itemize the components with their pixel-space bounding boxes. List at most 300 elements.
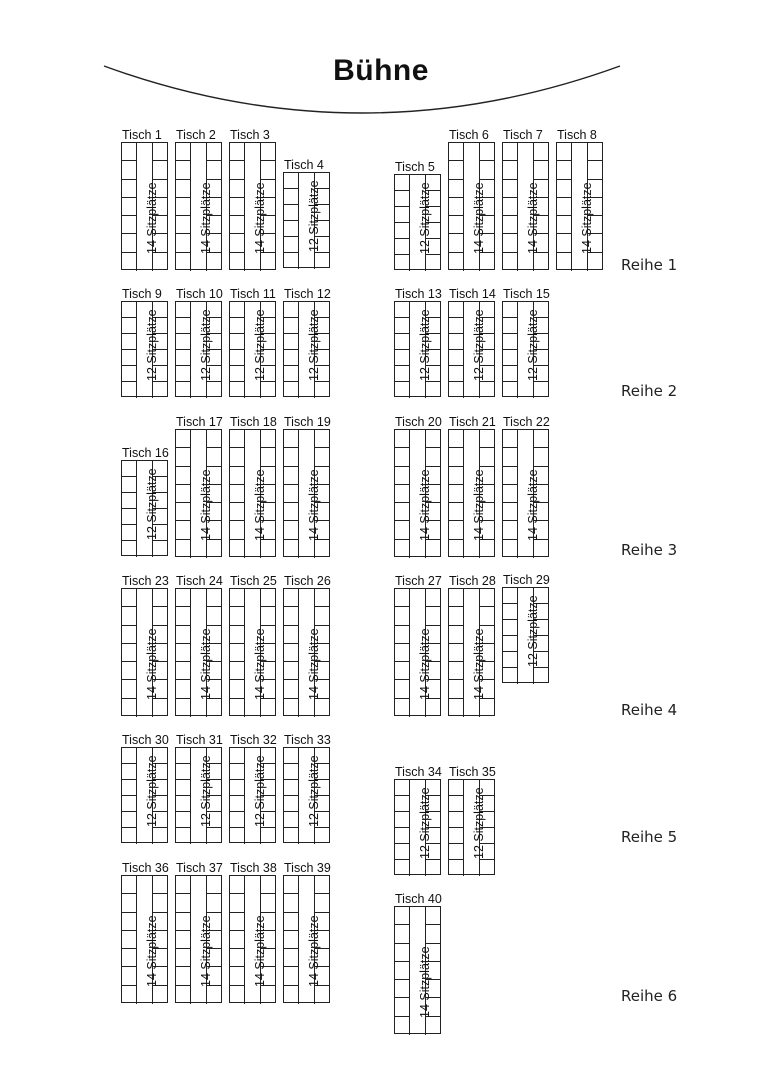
- seat-left[interactable]: [395, 998, 410, 1016]
- seat-left[interactable]: [503, 198, 518, 216]
- seat-left[interactable]: [449, 143, 464, 161]
- seat-left[interactable]: [395, 207, 410, 223]
- seat-left[interactable]: [284, 350, 299, 366]
- table-32[interactable]: [229, 733, 277, 843]
- seat-right[interactable]: [153, 986, 167, 1004]
- table-14[interactable]: [448, 287, 496, 397]
- seat-left[interactable]: [395, 191, 410, 207]
- seat-left[interactable]: [503, 540, 518, 558]
- seat-left[interactable]: [176, 796, 191, 812]
- table-17[interactable]: [175, 415, 223, 557]
- seat-left[interactable]: [284, 221, 299, 237]
- seat-right[interactable]: [261, 828, 275, 844]
- seat-left[interactable]: [557, 143, 572, 161]
- seat-left[interactable]: [176, 334, 191, 350]
- seat-left[interactable]: [122, 461, 137, 477]
- seat-left[interactable]: [449, 626, 464, 644]
- table-37[interactable]: [175, 861, 223, 1003]
- seat-left[interactable]: [395, 844, 410, 860]
- seat-right[interactable]: [261, 589, 275, 607]
- seat-left[interactable]: [284, 366, 299, 382]
- seat-left[interactable]: [122, 644, 137, 662]
- seat-right[interactable]: [534, 143, 548, 161]
- seat-left[interactable]: [503, 302, 518, 318]
- seat-left[interactable]: [122, 812, 137, 828]
- seat-left[interactable]: [176, 780, 191, 796]
- seat-right[interactable]: [534, 540, 548, 558]
- seat-left[interactable]: [449, 334, 464, 350]
- seat-right[interactable]: [588, 161, 602, 179]
- seat-left[interactable]: [284, 237, 299, 253]
- seat-left[interactable]: [284, 662, 299, 680]
- seat-left[interactable]: [284, 521, 299, 539]
- table-16[interactable]: [121, 446, 169, 556]
- seat-left[interactable]: [176, 644, 191, 662]
- table-35[interactable]: [448, 765, 496, 875]
- seat-right[interactable]: [480, 382, 494, 398]
- seat-left[interactable]: [230, 521, 245, 539]
- seat-left[interactable]: [230, 894, 245, 912]
- seat-left[interactable]: [395, 223, 410, 239]
- seat-right[interactable]: [261, 540, 275, 558]
- seat-left[interactable]: [122, 198, 137, 216]
- seat-left[interactable]: [122, 662, 137, 680]
- seat-left[interactable]: [503, 668, 518, 684]
- seat-left[interactable]: [395, 607, 410, 625]
- seat-left[interactable]: [176, 503, 191, 521]
- seat-left[interactable]: [122, 764, 137, 780]
- seat-right[interactable]: [153, 382, 167, 398]
- seat-right[interactable]: [480, 143, 494, 161]
- seat-left[interactable]: [449, 503, 464, 521]
- seat-left[interactable]: [284, 253, 299, 269]
- seat-left[interactable]: [230, 607, 245, 625]
- seat-left[interactable]: [230, 198, 245, 216]
- seat-left[interactable]: [230, 986, 245, 1004]
- seat-left[interactable]: [122, 607, 137, 625]
- seat-left[interactable]: [176, 366, 191, 382]
- seat-right[interactable]: [534, 161, 548, 179]
- seat-left[interactable]: [395, 382, 410, 398]
- seat-left[interactable]: [230, 448, 245, 466]
- seat-left[interactable]: [122, 253, 137, 271]
- seat-left[interactable]: [395, 175, 410, 191]
- seat-left[interactable]: [395, 503, 410, 521]
- seat-left[interactable]: [176, 382, 191, 398]
- seat-left[interactable]: [284, 448, 299, 466]
- seat-left[interactable]: [230, 540, 245, 558]
- seat-left[interactable]: [395, 255, 410, 271]
- table-2[interactable]: [175, 128, 222, 270]
- seat-left[interactable]: [449, 662, 464, 680]
- seat-left[interactable]: [449, 430, 464, 448]
- seat-left[interactable]: [503, 503, 518, 521]
- seat-left[interactable]: [176, 764, 191, 780]
- seat-left[interactable]: [230, 350, 245, 366]
- seat-left[interactable]: [395, 828, 410, 844]
- seat-right[interactable]: [534, 253, 548, 271]
- seat-left[interactable]: [449, 680, 464, 698]
- seat-right[interactable]: [315, 540, 329, 558]
- seat-left[interactable]: [449, 796, 464, 812]
- seat-right[interactable]: [480, 430, 494, 448]
- seat-left[interactable]: [284, 764, 299, 780]
- seat-left[interactable]: [284, 540, 299, 558]
- seat-left[interactable]: [284, 828, 299, 844]
- seat-right[interactable]: [261, 143, 275, 161]
- table-12[interactable]: [283, 287, 331, 397]
- seat-left[interactable]: [449, 467, 464, 485]
- seat-left[interactable]: [122, 949, 137, 967]
- seat-right[interactable]: [480, 860, 494, 876]
- seat-left[interactable]: [395, 925, 410, 943]
- table-11[interactable]: [229, 287, 276, 397]
- seat-left[interactable]: [122, 216, 137, 234]
- seat-left[interactable]: [230, 662, 245, 680]
- seat-right[interactable]: [261, 986, 275, 1004]
- seat-left[interactable]: [122, 699, 137, 717]
- seat-left[interactable]: [395, 907, 410, 925]
- seat-left[interactable]: [395, 485, 410, 503]
- seat-right[interactable]: [534, 382, 548, 398]
- seat-left[interactable]: [449, 216, 464, 234]
- seat-left[interactable]: [284, 503, 299, 521]
- seat-left[interactable]: [176, 430, 191, 448]
- seat-left[interactable]: [176, 161, 191, 179]
- seat-right[interactable]: [480, 589, 494, 607]
- seat-left[interactable]: [503, 216, 518, 234]
- seat-left[interactable]: [230, 161, 245, 179]
- seat-left[interactable]: [449, 448, 464, 466]
- table-30[interactable]: [121, 733, 169, 843]
- seat-left[interactable]: [449, 644, 464, 662]
- seat-left[interactable]: [176, 589, 191, 607]
- table-18[interactable]: [229, 415, 277, 557]
- seat-left[interactable]: [176, 540, 191, 558]
- table-13[interactable]: [394, 287, 442, 397]
- table-33[interactable]: [283, 733, 331, 843]
- seat-left[interactable]: [449, 828, 464, 844]
- seat-right[interactable]: [426, 589, 440, 607]
- seat-left[interactable]: [230, 644, 245, 662]
- seat-left[interactable]: [284, 189, 299, 205]
- seat-left[interactable]: [503, 604, 518, 620]
- seat-left[interactable]: [284, 485, 299, 503]
- seat-left[interactable]: [449, 607, 464, 625]
- seat-left[interactable]: [284, 931, 299, 949]
- seat-right[interactable]: [426, 907, 440, 925]
- seat-left[interactable]: [284, 986, 299, 1004]
- seat-left[interactable]: [284, 430, 299, 448]
- seat-right[interactable]: [315, 382, 329, 398]
- seat-right[interactable]: [315, 876, 329, 894]
- seat-right[interactable]: [426, 382, 440, 398]
- seat-left[interactable]: [449, 540, 464, 558]
- table-7[interactable]: [502, 128, 549, 270]
- table-40[interactable]: [394, 892, 442, 1034]
- seat-left[interactable]: [395, 962, 410, 980]
- seat-left[interactable]: [230, 913, 245, 931]
- seat-left[interactable]: [395, 350, 410, 366]
- seat-left[interactable]: [557, 253, 572, 271]
- seat-right[interactable]: [426, 607, 440, 625]
- seat-left[interactable]: [122, 931, 137, 949]
- seat-left[interactable]: [230, 748, 245, 764]
- seat-left[interactable]: [176, 931, 191, 949]
- table-21[interactable]: [448, 415, 496, 557]
- seat-left[interactable]: [449, 302, 464, 318]
- seat-left[interactable]: [284, 967, 299, 985]
- seat-left[interactable]: [230, 967, 245, 985]
- seat-left[interactable]: [284, 302, 299, 318]
- table-15[interactable]: [502, 287, 550, 397]
- seat-left[interactable]: [284, 913, 299, 931]
- seat-left[interactable]: [503, 318, 518, 334]
- seat-left[interactable]: [176, 876, 191, 894]
- seat-left[interactable]: [176, 626, 191, 644]
- seat-left[interactable]: [122, 541, 137, 557]
- seat-left[interactable]: [449, 780, 464, 796]
- seat-right[interactable]: [261, 876, 275, 894]
- seat-right[interactable]: [261, 699, 275, 717]
- seat-right[interactable]: [315, 430, 329, 448]
- seat-left[interactable]: [230, 467, 245, 485]
- seat-left[interactable]: [557, 216, 572, 234]
- seat-left[interactable]: [503, 350, 518, 366]
- table-3[interactable]: [229, 128, 276, 270]
- seat-right[interactable]: [588, 253, 602, 271]
- seat-left[interactable]: [395, 980, 410, 998]
- seat-right[interactable]: [207, 828, 221, 844]
- seat-left[interactable]: [395, 662, 410, 680]
- seat-right[interactable]: [426, 255, 440, 271]
- seat-left[interactable]: [395, 334, 410, 350]
- table-1[interactable]: [121, 128, 168, 270]
- seat-left[interactable]: [395, 589, 410, 607]
- seat-right[interactable]: [426, 1017, 440, 1035]
- seat-left[interactable]: [284, 589, 299, 607]
- seat-left[interactable]: [449, 234, 464, 252]
- seat-left[interactable]: [122, 366, 137, 382]
- seat-left[interactable]: [395, 680, 410, 698]
- seat-right[interactable]: [207, 161, 221, 179]
- seat-right[interactable]: [480, 161, 494, 179]
- seat-right[interactable]: [315, 894, 329, 912]
- seat-left[interactable]: [122, 334, 137, 350]
- table-25[interactable]: [229, 574, 277, 716]
- seat-left[interactable]: [176, 949, 191, 967]
- seat-left[interactable]: [503, 143, 518, 161]
- seat-left[interactable]: [284, 382, 299, 398]
- seat-left[interactable]: [284, 680, 299, 698]
- table-34[interactable]: [394, 765, 442, 875]
- table-20[interactable]: [394, 415, 442, 557]
- seat-left[interactable]: [284, 812, 299, 828]
- table-5[interactable]: [394, 160, 441, 270]
- seat-left[interactable]: [557, 161, 572, 179]
- seat-left[interactable]: [284, 173, 299, 189]
- table-28[interactable]: [448, 574, 496, 716]
- seat-right[interactable]: [261, 894, 275, 912]
- table-10[interactable]: [175, 287, 223, 397]
- seat-left[interactable]: [176, 302, 191, 318]
- seat-left[interactable]: [122, 161, 137, 179]
- seat-left[interactable]: [122, 913, 137, 931]
- seat-right[interactable]: [426, 430, 440, 448]
- seat-left[interactable]: [284, 644, 299, 662]
- seat-left[interactable]: [395, 626, 410, 644]
- table-39[interactable]: [283, 861, 331, 1003]
- seat-left[interactable]: [284, 467, 299, 485]
- table-27[interactable]: [394, 574, 442, 716]
- seat-left[interactable]: [557, 234, 572, 252]
- seat-left[interactable]: [230, 143, 245, 161]
- seat-right[interactable]: [480, 448, 494, 466]
- seat-left[interactable]: [503, 366, 518, 382]
- seat-left[interactable]: [176, 828, 191, 844]
- seat-left[interactable]: [503, 636, 518, 652]
- seat-left[interactable]: [176, 680, 191, 698]
- seat-right[interactable]: [480, 540, 494, 558]
- seat-right[interactable]: [534, 448, 548, 466]
- seat-left[interactable]: [503, 180, 518, 198]
- seat-left[interactable]: [176, 198, 191, 216]
- seat-left[interactable]: [230, 876, 245, 894]
- seat-left[interactable]: [176, 986, 191, 1004]
- seat-left[interactable]: [395, 699, 410, 717]
- seat-left[interactable]: [230, 796, 245, 812]
- seat-left[interactable]: [284, 205, 299, 221]
- seat-left[interactable]: [230, 302, 245, 318]
- seat-left[interactable]: [449, 485, 464, 503]
- seat-left[interactable]: [284, 318, 299, 334]
- seat-left[interactable]: [395, 430, 410, 448]
- seat-left[interactable]: [230, 764, 245, 780]
- table-9[interactable]: [121, 287, 168, 397]
- seat-right[interactable]: [207, 143, 221, 161]
- seat-right[interactable]: [153, 699, 167, 717]
- seat-left[interactable]: [503, 485, 518, 503]
- seat-left[interactable]: [122, 589, 137, 607]
- table-29[interactable]: [502, 573, 550, 683]
- seat-left[interactable]: [284, 780, 299, 796]
- seat-left[interactable]: [176, 913, 191, 931]
- seat-left[interactable]: [503, 430, 518, 448]
- seat-left[interactable]: [176, 967, 191, 985]
- seat-right[interactable]: [480, 253, 494, 271]
- table-23[interactable]: [121, 574, 169, 716]
- seat-left[interactable]: [395, 302, 410, 318]
- seat-left[interactable]: [284, 748, 299, 764]
- seat-left[interactable]: [449, 382, 464, 398]
- seat-left[interactable]: [230, 812, 245, 828]
- seat-left[interactable]: [230, 318, 245, 334]
- seat-left[interactable]: [176, 699, 191, 717]
- seat-left[interactable]: [176, 448, 191, 466]
- seat-right[interactable]: [207, 876, 221, 894]
- seat-left[interactable]: [230, 780, 245, 796]
- seat-left[interactable]: [557, 180, 572, 198]
- seat-left[interactable]: [176, 180, 191, 198]
- seat-left[interactable]: [176, 485, 191, 503]
- seat-right[interactable]: [426, 540, 440, 558]
- seat-left[interactable]: [176, 662, 191, 680]
- seat-left[interactable]: [230, 626, 245, 644]
- seat-right[interactable]: [588, 143, 602, 161]
- seat-left[interactable]: [122, 680, 137, 698]
- seat-left[interactable]: [122, 302, 137, 318]
- seat-left[interactable]: [284, 626, 299, 644]
- seat-right[interactable]: [207, 589, 221, 607]
- seat-right[interactable]: [261, 382, 275, 398]
- seat-left[interactable]: [284, 607, 299, 625]
- seat-left[interactable]: [449, 521, 464, 539]
- seat-right[interactable]: [315, 607, 329, 625]
- seat-left[interactable]: [449, 198, 464, 216]
- seat-left[interactable]: [230, 828, 245, 844]
- seat-left[interactable]: [503, 652, 518, 668]
- seat-left[interactable]: [230, 485, 245, 503]
- seat-left[interactable]: [122, 180, 137, 198]
- seat-left[interactable]: [230, 234, 245, 252]
- seat-left[interactable]: [122, 828, 137, 844]
- seat-left[interactable]: [449, 253, 464, 271]
- seat-right[interactable]: [207, 607, 221, 625]
- seat-left[interactable]: [122, 780, 137, 796]
- seat-left[interactable]: [122, 318, 137, 334]
- table-38[interactable]: [229, 861, 277, 1003]
- seat-right[interactable]: [315, 448, 329, 466]
- seat-left[interactable]: [176, 607, 191, 625]
- seat-left[interactable]: [122, 986, 137, 1004]
- seat-right[interactable]: [207, 382, 221, 398]
- seat-left[interactable]: [122, 477, 137, 493]
- seat-left[interactable]: [230, 949, 245, 967]
- seat-left[interactable]: [230, 382, 245, 398]
- seat-left[interactable]: [395, 448, 410, 466]
- seat-right[interactable]: [207, 253, 221, 271]
- seat-left[interactable]: [230, 430, 245, 448]
- table-36[interactable]: [121, 861, 169, 1003]
- table-31[interactable]: [175, 733, 223, 843]
- table-24[interactable]: [175, 574, 223, 716]
- seat-left[interactable]: [176, 521, 191, 539]
- seat-right[interactable]: [153, 161, 167, 179]
- seat-right[interactable]: [534, 668, 548, 684]
- seat-left[interactable]: [176, 216, 191, 234]
- seat-left[interactable]: [449, 860, 464, 876]
- seat-left[interactable]: [449, 812, 464, 828]
- seat-right[interactable]: [207, 699, 221, 717]
- seat-right[interactable]: [153, 253, 167, 271]
- seat-left[interactable]: [176, 748, 191, 764]
- seat-left[interactable]: [284, 334, 299, 350]
- seat-right[interactable]: [153, 589, 167, 607]
- seat-left[interactable]: [176, 318, 191, 334]
- seat-left[interactable]: [395, 780, 410, 796]
- seat-left[interactable]: [503, 588, 518, 604]
- seat-left[interactable]: [284, 796, 299, 812]
- seat-left[interactable]: [284, 949, 299, 967]
- seat-left[interactable]: [284, 876, 299, 894]
- seat-left[interactable]: [503, 334, 518, 350]
- seat-left[interactable]: [122, 748, 137, 764]
- seat-right[interactable]: [207, 430, 221, 448]
- seat-right[interactable]: [315, 699, 329, 717]
- seat-left[interactable]: [395, 521, 410, 539]
- seat-left[interactable]: [449, 318, 464, 334]
- seat-left[interactable]: [176, 350, 191, 366]
